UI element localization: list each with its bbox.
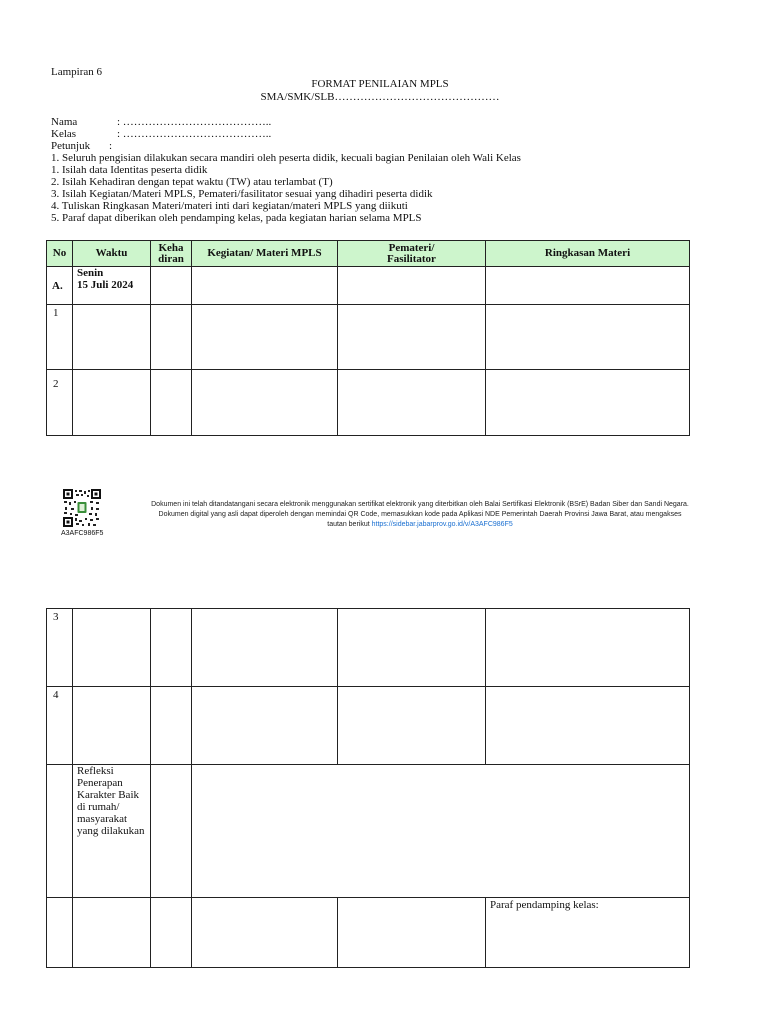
cell-pemateri[interactable] [338,267,486,305]
cell-refleksi-answer[interactable] [192,765,690,898]
cell-kehadiran[interactable] [151,687,192,765]
instruction-item: 2. Isilah Kehadiran dengan tepat waktu (TW) atau terlambat (T) [51,176,333,188]
cell-kegiatan[interactable] [192,609,338,687]
cell-no-empty [47,765,73,898]
cell-ringkasan[interactable] [486,370,690,436]
signature-notice [120,500,720,530]
cell-pemateri[interactable] [338,609,486,687]
table-row-refleksi [47,765,690,898]
cell-empty [151,898,192,968]
cell-kehadiran[interactable] [151,609,192,687]
verification-link[interactable]: https://sidebar.jabarprov.go.id/v/A3AFC986F5 [371,521,513,528]
instruction-item: 3. Isilah Kegiatan/Materi MPLS, Pemateri/fasilitator sesuai yang dihadiri peserta didik [51,188,433,200]
table-row [47,370,690,436]
cell-waktu[interactable] [73,370,151,436]
instruction-item: 1. Seluruh pengisian dilakukan secara mandiri oleh peserta didik, kecuali bagian Penilaian oleh Wali Kelas [51,152,521,164]
signature-line-1: Dokumen ini telah ditandatangani secara elektronik menggunakan sertifikat elektronik yang diterbitkan oleh Balai Sertifikasi Elektronik (BSrE) Badan Siber dan Sandi Negara. [151,501,689,508]
cell-ringkasan[interactable] [486,609,690,687]
header-kehadiran: Keha diran [151,241,192,267]
cell-waktu[interactable] [73,305,151,370]
cell-no-empty [47,898,73,968]
table-row-day [47,267,690,305]
signature-line-2: Dokumen digital yang asli dapat diperoleh dengan memindai QR Code, memasukkan kode pada Aplikasi NDE Pemerintah Daerah Provinsi Jawa Barat, atau mengakses [158,511,682,518]
cell-ringkasan[interactable] [486,305,690,370]
cell-pemateri[interactable] [338,305,486,370]
refleksi-label: Refleksi Penerapan Karakter Baik di rumah/ masyarakat yang dilakukan [73,765,151,898]
header-pemateri: Pemateri/ Fasilitator [338,241,486,267]
paraf-label: Paraf pendamping kelas: [490,899,599,911]
cell-kehadiran[interactable] [151,765,192,898]
cell-pemateri[interactable] [338,687,486,765]
header-waktu: Waktu [73,241,151,267]
cell-ringkasan[interactable] [486,687,690,765]
cell-kegiatan[interactable] [192,267,338,305]
cell-kegiatan[interactable] [192,687,338,765]
qr-code-label: A3AFC986F5 [61,530,104,537]
row-number: 3 [47,609,73,687]
cell-waktu[interactable] [73,687,151,765]
assessment-table-page-2 [46,608,690,968]
instruction-item: 4. Tuliskan Ringkasan Materi/materi inti dari kegiatan/materi MPLS yang diikuti [51,200,408,212]
kelas-label: Kelas [51,128,77,140]
cell-kehadiran[interactable] [151,370,192,436]
table-header-row [47,241,690,267]
cell-pemateri[interactable] [338,370,486,436]
table-row-paraf [47,898,690,968]
cell-waktu[interactable] [73,609,151,687]
instruction-item: 5. Paraf dapat diberikan oleh pendamping kelas, pada kegiatan harian selama MPLS [51,212,422,224]
lampiran-label: Lampiran 6 [51,66,103,78]
header-ringkasan: Ringkasan Materi [486,241,690,267]
table-row [47,609,690,687]
header-no: No [47,241,73,267]
row-number: 2 [47,370,73,436]
cell-kegiatan[interactable] [192,305,338,370]
cell-empty [338,898,486,968]
table-row [47,687,690,765]
assessment-table-page-1 [46,240,690,436]
day-row-no: A. [47,267,73,305]
cell-empty [73,898,151,968]
cell-kehadiran[interactable] [151,305,192,370]
day-row-date: Senin 15 Juli 2024 [73,267,151,305]
cell-kegiatan[interactable] [192,370,338,436]
petunjuk-colon: : [109,140,113,152]
kelas-field: : ………………………………….. [117,128,272,140]
row-number: 4 [47,687,73,765]
page-subtitle: SMA/SMK/SLB……………………………………… [260,91,500,103]
cell-kehadiran[interactable] [151,267,192,305]
header-kegiatan: Kegiatan/ Materi MPLS [192,241,338,267]
table-row [47,305,690,370]
signature-line-3: tautan berikut https://sidebar.jabarprov.go.id/v/A3AFC986F5 [327,521,513,528]
cell-ringkasan[interactable] [486,267,690,305]
instruction-item: 1. Isilah data Identitas peserta didik [51,164,208,176]
petunjuk-label: Petunjuk [51,140,91,152]
row-number: 1 [47,305,73,370]
cell-empty [192,898,338,968]
page-title: FORMAT PENILAIAN MPLS [311,78,449,90]
nama-label: Nama [51,116,78,128]
qr-code-icon [63,489,101,527]
paraf-cell[interactable] [486,898,690,968]
nama-field: : ………………………………….. [117,116,272,128]
